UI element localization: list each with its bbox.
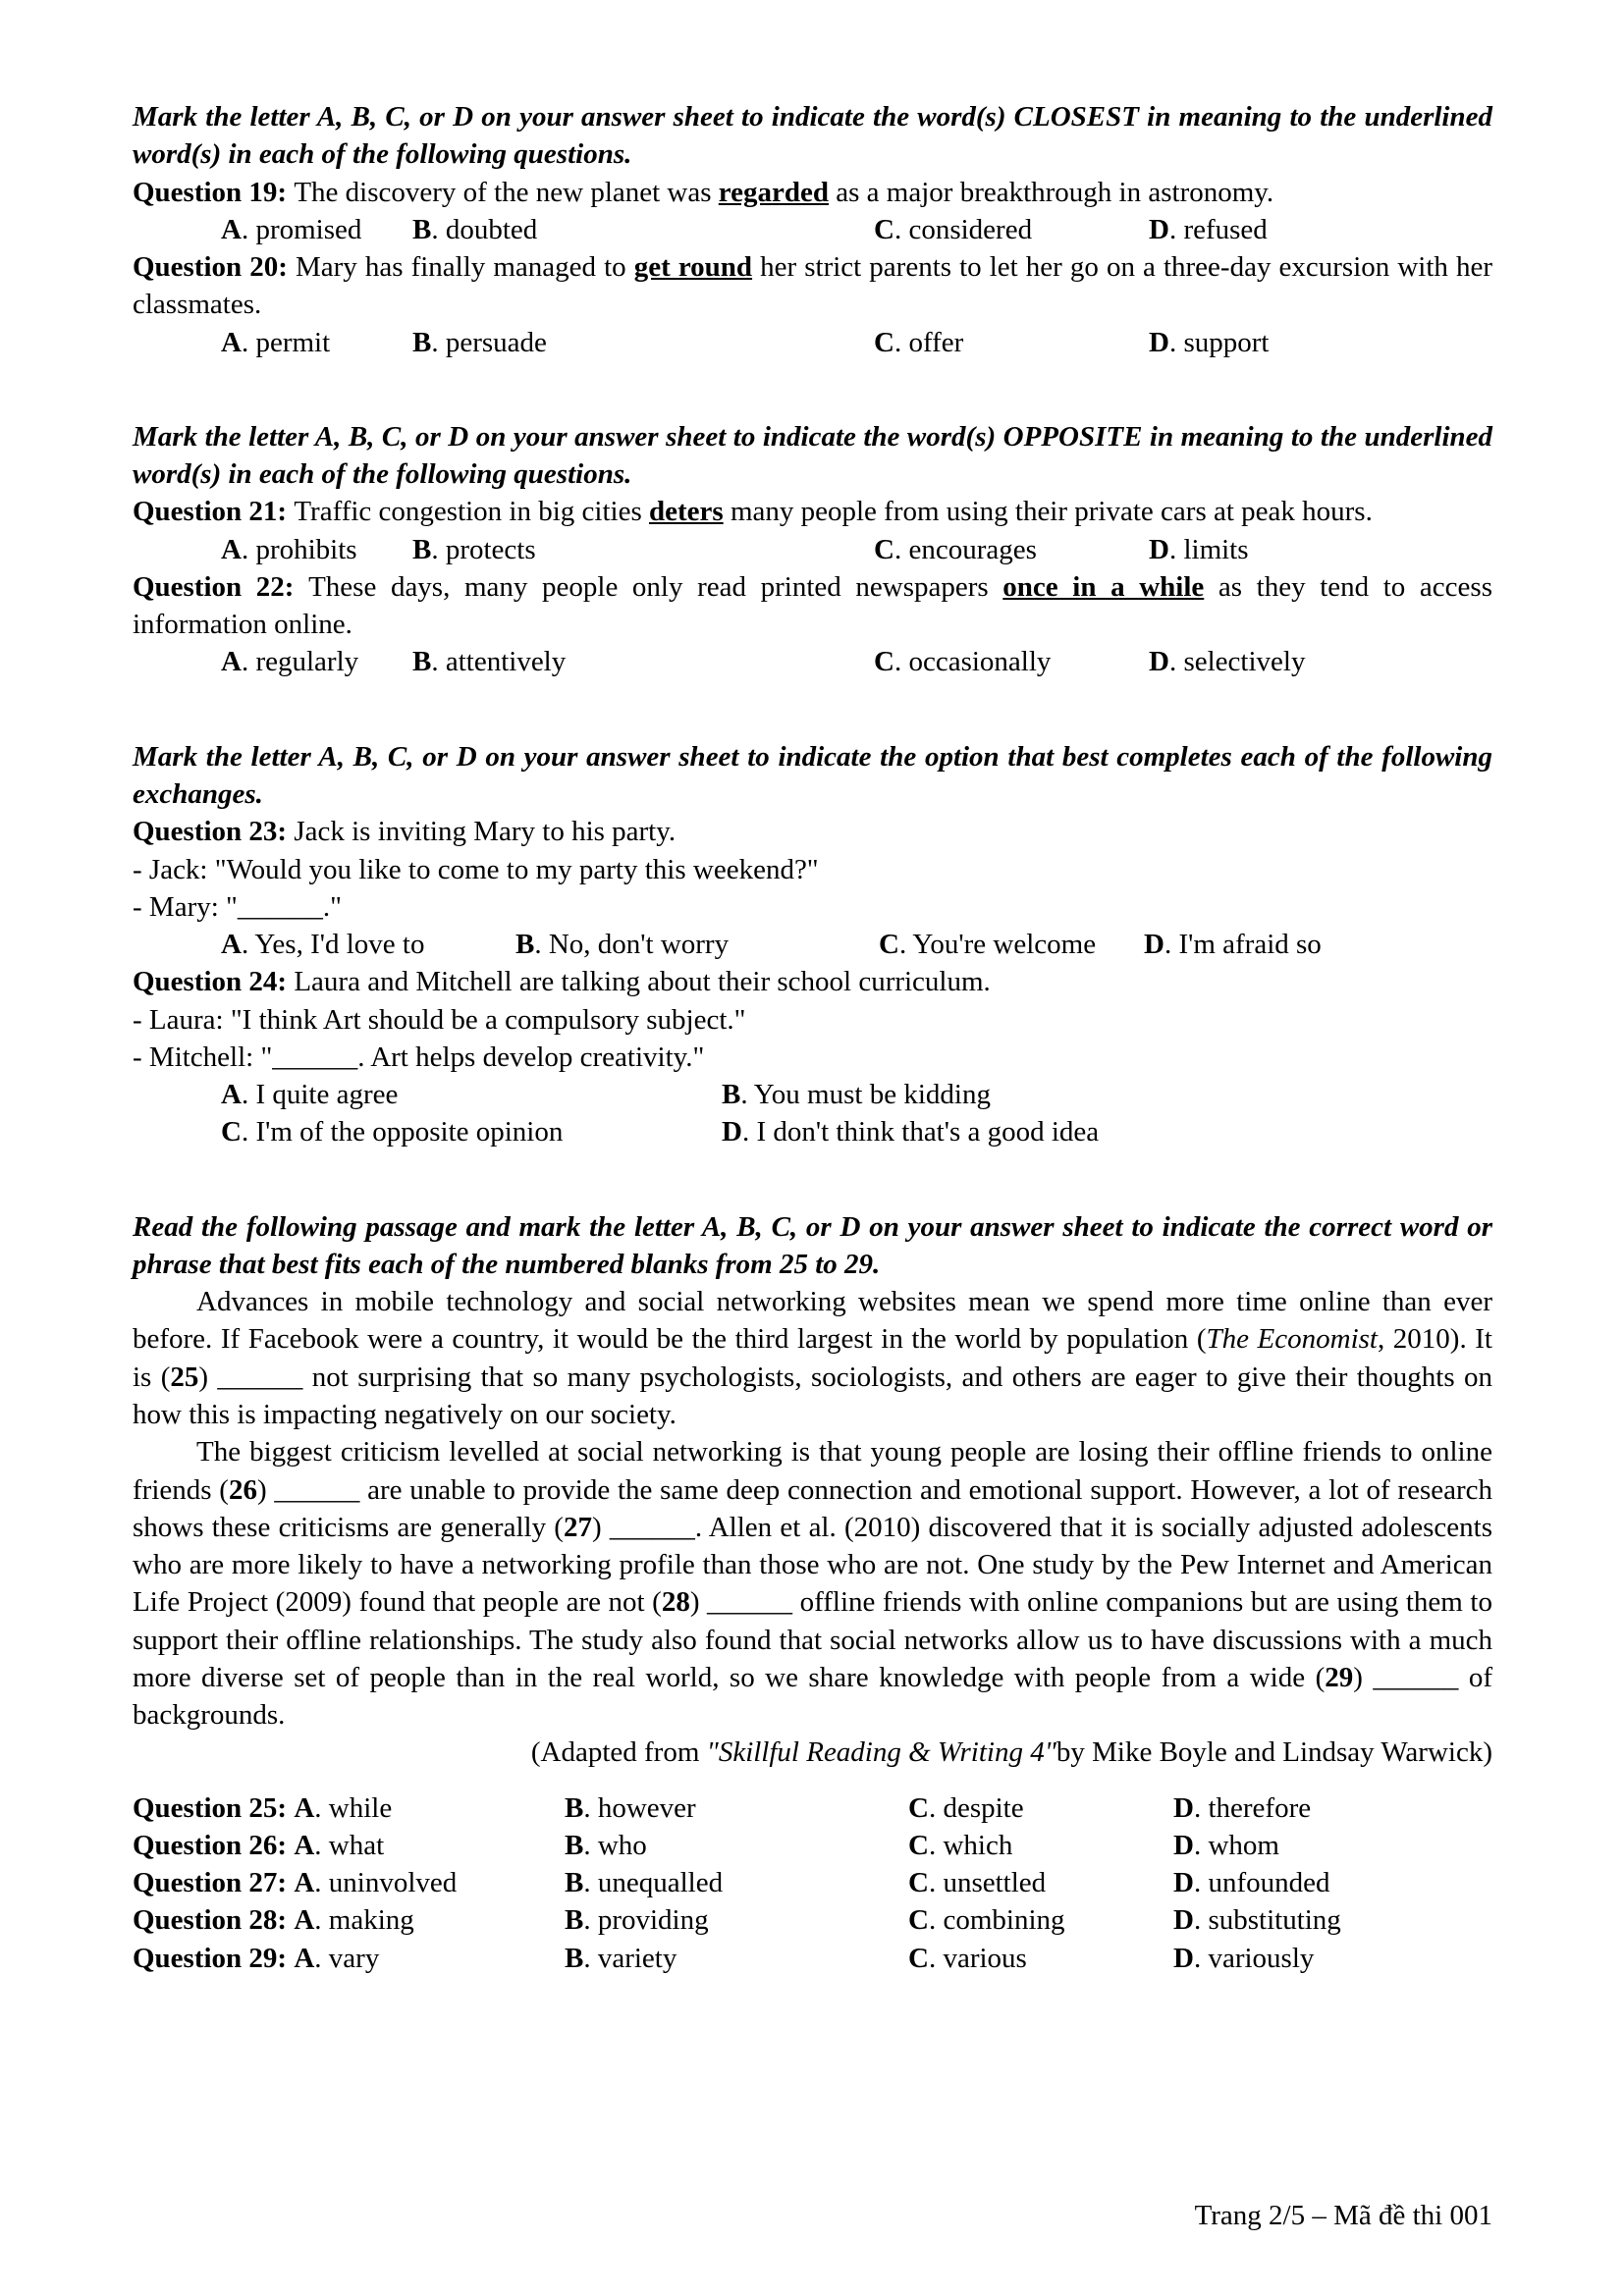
question-28-label-and-option-a <box>133 1901 565 1939</box>
question-25-option-b: B. however <box>565 1791 696 1824</box>
question-28-option-a: A. making <box>294 1904 414 1937</box>
question-19-option-a: A. promised <box>221 213 362 245</box>
question-22-option-d: D. selectively <box>1149 646 1306 678</box>
question-20-option-c: C. offer <box>874 326 964 358</box>
instruction-exchanges: Mark the letter A, B, C, or D on your answer sheet to indicate the option that best completes each of the following exchanges. <box>133 740 1492 810</box>
cloze-passage-paragraph-1: Advances in mobile technology and social networking websites mean we spend more time online than ever before. If Facebook were a country, it would be the third largest in the world by population (The Economist, 2010). It is (25) ______ not surprising that so many psychologists, sociologists, and others are eager to give their thoughts on how this is impacting negatively on our society. <box>133 1286 1493 1430</box>
question-27-option-b: B. unequalled <box>565 1867 724 1899</box>
question-27-option-a: A. uninvolved <box>294 1867 458 1899</box>
question-23-option-d: D. I'm afraid so <box>1144 929 1322 961</box>
question-24-option-a: A. I quite agree <box>221 1079 399 1111</box>
question-23-options <box>133 926 1492 963</box>
question-26-option-b: B. who <box>565 1829 647 1861</box>
question-27-option-c: C. unsettled <box>908 1867 1047 1899</box>
question-23-line-mary: - Mary: "______." <box>133 890 342 923</box>
question-19-option-b: B. doubted <box>412 213 538 245</box>
question-24-options-row-2 <box>133 1113 1492 1150</box>
question-21-option-b: B. protects <box>412 533 536 565</box>
question-19-option-c: C. considered <box>874 213 1033 245</box>
question-23-stem: Question 23: Jack is inviting Mary to his party. <box>133 816 677 848</box>
question-25-row <box>133 1789 1492 1827</box>
question-26-option-c: C. which <box>908 1829 1013 1861</box>
question-23-option-b: B. No, don't worry <box>515 929 730 961</box>
question-23-option-c: C. You're welcome <box>879 929 1097 961</box>
passage-attribution: (Adapted from "Skillful Reading & Writing 4"by Mike Boyle and Lindsay Warwick) <box>530 1736 1492 1769</box>
question-28-option-c: C. combining <box>908 1904 1065 1937</box>
question-29-option-d: D. variously <box>1173 1942 1315 1974</box>
question-22-options <box>133 643 1492 680</box>
question-21-options <box>133 531 1492 568</box>
question-27-label-and-option-a <box>133 1864 565 1901</box>
question-20-option-b: B. persuade <box>412 326 547 358</box>
question-26-label: Question 26: <box>133 1829 288 1861</box>
question-25-option-c: C. despite <box>908 1791 1024 1824</box>
question-27-row <box>133 1864 1492 1901</box>
question-28-label: Question 28: <box>133 1904 288 1937</box>
instruction-closest-meaning: Mark the letter A, B, C, or D on your answer sheet to indicate the word(s) CLOSEST in meaning to the underlined word(s) in each of the following questions. <box>133 101 1492 171</box>
question-29-label: Question 29: <box>133 1942 288 1974</box>
question-29-option-c: C. various <box>908 1942 1027 1974</box>
question-29-option-b: B. variety <box>565 1942 677 1974</box>
cloze-options-table <box>133 1789 1492 1977</box>
page-footer: Trang 2/5 – Mã đề thi 001 <box>1194 2200 1492 2231</box>
question-22-option-a: A. regularly <box>221 646 359 678</box>
question-24-options-row-1 <box>133 1076 1492 1113</box>
question-26-option-d: D. whom <box>1173 1829 1279 1861</box>
question-22-stem: Question 22: These days, many people only read printed newspapers once in a while as they tend to access information online. <box>133 570 1492 641</box>
question-29-row <box>133 1940 1492 1977</box>
question-19-option-d: D. refused <box>1149 213 1268 245</box>
question-25-option-a: A. while <box>294 1791 393 1824</box>
instruction-cloze: Read the following passage and mark the letter A, B, C, or D on your answer sheet to indicate the correct word or phrase that best fits each of the numbered blanks from 25 to 29. <box>133 1210 1492 1280</box>
question-21-stem: Question 21: Traffic congestion in big cities deters many people from using their private cars at peak hours. <box>133 496 1373 528</box>
question-25-option-d: D. therefore <box>1173 1791 1312 1824</box>
question-27-option-d: D. unfounded <box>1173 1867 1330 1899</box>
question-24-stem: Question 24: Laura and Mitchell are talking about their school curriculum. <box>133 966 991 998</box>
question-24-line-mitchell: - Mitchell: "______. Art helps develop creativity." <box>133 1041 705 1073</box>
instruction-opposite-meaning: Mark the letter A, B, C, or D on your answer sheet to indicate the word(s) OPPOSITE in meaning to the underlined word(s) in each of the following questions. <box>133 420 1492 491</box>
question-20-option-a: A. permit <box>221 326 331 358</box>
question-27-label: Question 27: <box>133 1867 288 1899</box>
question-21-option-d: D. limits <box>1149 533 1249 565</box>
question-20-options <box>133 324 1492 361</box>
question-28-option-d: D. substituting <box>1173 1904 1341 1937</box>
question-26-option-a: A. what <box>294 1829 385 1861</box>
question-23-option-a: A. Yes, I'd love to <box>221 929 425 961</box>
question-24-option-c: C. I'm of the opposite opinion <box>221 1116 564 1148</box>
question-26-row <box>133 1827 1492 1864</box>
question-29-option-a: A. vary <box>294 1942 380 1974</box>
question-26-label-and-option-a <box>133 1827 565 1864</box>
question-20-stem: Question 20: Mary has finally managed to get round her strict parents to let her go on a three-day excursion with her classmates. <box>133 251 1492 321</box>
question-21-option-a: A. prohibits <box>221 533 357 565</box>
question-20-option-d: D. support <box>1149 326 1270 358</box>
question-28-row <box>133 1901 1492 1939</box>
question-29-label-and-option-a <box>133 1940 565 1977</box>
question-24-line-laura: - Laura: "I think Art should be a compulsory subject." <box>133 1003 746 1036</box>
question-23-line-jack: - Jack: "Would you like to come to my party this weekend?" <box>133 853 819 885</box>
question-24-option-b: B. You must be kidding <box>722 1079 991 1111</box>
question-24-option-d: D. I don't think that's a good idea <box>722 1116 1100 1148</box>
question-25-label-and-option-a <box>133 1789 565 1827</box>
question-19-stem: Question 19: The discovery of the new planet was regarded as a major breakthrough in astronomy. <box>133 176 1274 208</box>
question-28-option-b: B. providing <box>565 1904 709 1937</box>
question-21-option-c: C. encourages <box>874 533 1037 565</box>
question-19-options <box>133 211 1492 248</box>
question-22-option-b: B. attentively <box>412 646 567 678</box>
cloze-passage-paragraph-2: The biggest criticism levelled at social networking is that young people are losing their offline friends to online friends (26) ______ are unable to provide the same deep connection and emotional support. However, a lot of research shows these criticisms are generally (27) ______. Allen et al. (2010) discovered that it is socially adjusted adolescents who are more likely to have a networking profile than those who are not. One study by the Pew Internet and American Life Project (2009) found that people are not (28) ______ offline friends with online companions but are using them to support their offline relationships. The study also found that social networks allow us to have discussions with a much more diverse set of people than in the real world, so we share knowledge with people from a wide (29) ______ of backgrounds. <box>133 1436 1493 1732</box>
question-25-label: Question 25: <box>133 1791 288 1824</box>
question-22-option-c: C. occasionally <box>874 646 1052 678</box>
